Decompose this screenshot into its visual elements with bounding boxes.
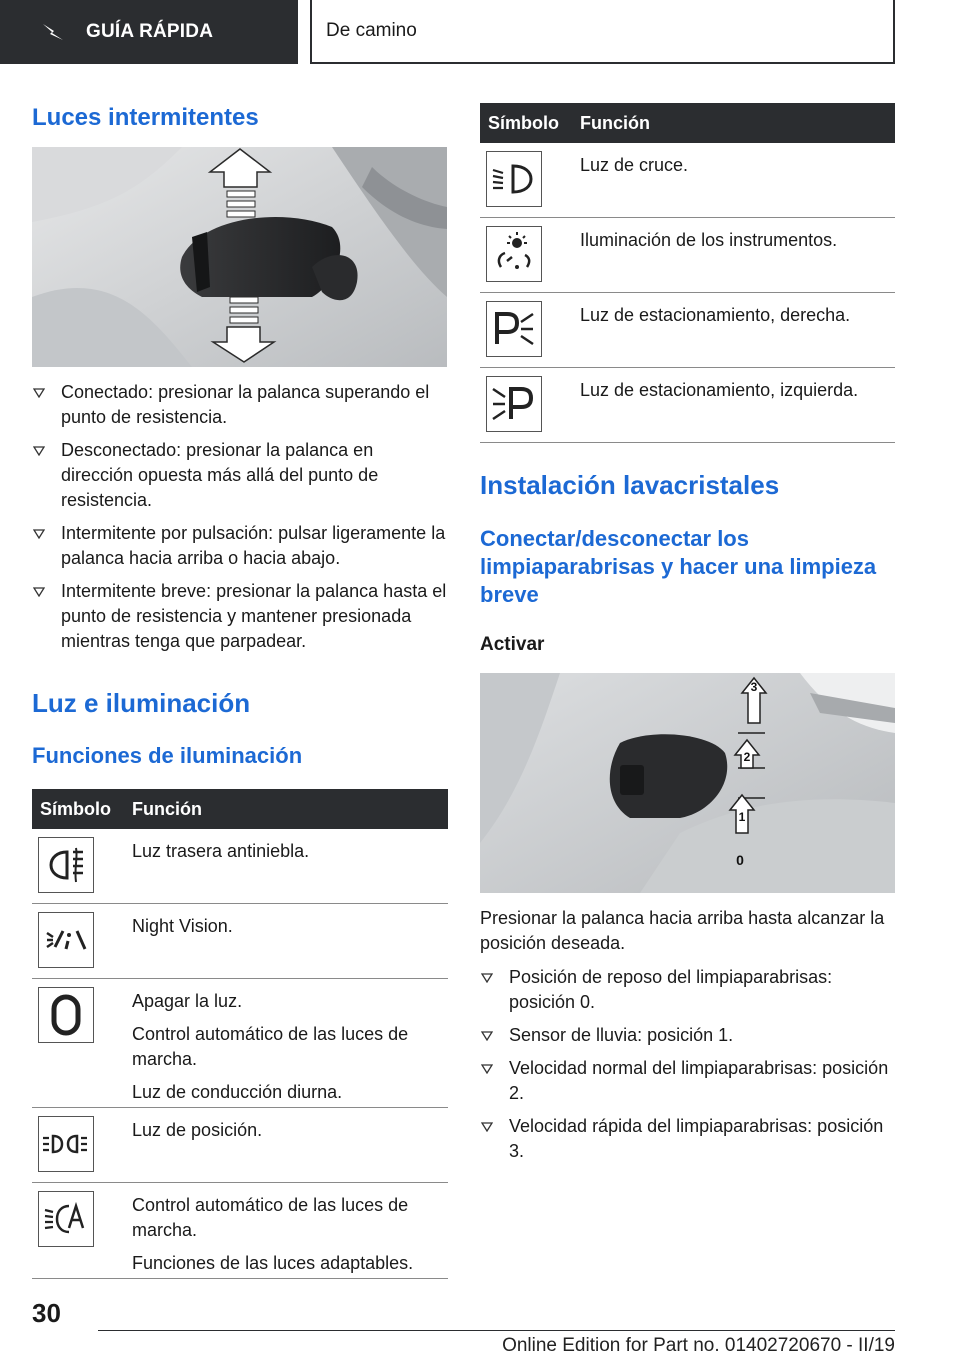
- bullet-triangle-icon: [33, 388, 45, 398]
- footer-divider: [98, 1330, 895, 1331]
- table-header: [32, 789, 448, 829]
- function-text: Luz trasera antiniebla.: [132, 841, 310, 861]
- function-text: Luz de cruce.: [580, 155, 689, 175]
- washer-heading: Instalación lavacristales: [480, 470, 780, 500]
- table-row: [480, 143, 895, 218]
- wiper-position-label-2: 2: [743, 750, 751, 764]
- page-number: 30: [32, 1298, 61, 1328]
- chapter-title: De camino: [326, 20, 417, 41]
- table-row: [480, 293, 895, 368]
- turn-signal-list: [32, 380, 448, 662]
- function-text: Iluminación de los instrumentos.: [580, 230, 838, 250]
- list-item: Velocidad normal del limpiaparabrisas: posición 2.: [480, 1056, 896, 1106]
- list-item: Intermitente por pulsación: pulsar ligeramente la palanca hacia arriba o hacia abajo.: [32, 521, 448, 571]
- low-beam-icon: [486, 151, 542, 207]
- function-text: Luz de estacionamiento, derecha.: [580, 305, 851, 325]
- table-header: [480, 103, 895, 143]
- function-column-header: Función: [132, 798, 202, 819]
- list-item: Sensor de lluvia: posición 1.: [480, 1023, 896, 1048]
- lights-subheading: Funciones de iluminación: [32, 743, 303, 768]
- wiper-lever-photo: [480, 673, 895, 893]
- bullet-triangle-icon: [33, 446, 45, 456]
- chapter-tab[interactable]: [310, 0, 895, 64]
- wiper-position-list: [480, 965, 896, 1172]
- symbol-column-header: Símbolo: [40, 798, 111, 819]
- table-row: [32, 829, 448, 904]
- section-tab[interactable]: [0, 0, 298, 64]
- parking-light-right-icon: [486, 301, 542, 357]
- bullet-triangle-icon: [481, 1064, 493, 1074]
- lighting-functions-table: [32, 789, 448, 1279]
- washer-intro: Presionar la palanca hacia arriba hasta alcanzar la posición deseada.: [480, 908, 885, 953]
- function-text: Apagar la luz. Control automático de las luces de marcha. Luz de conducción diurna.: [132, 991, 409, 1102]
- list-item: Velocidad rápida del limpiaparabrisas: posición 3.: [480, 1114, 896, 1164]
- turn-signal-lever-photo: [32, 147, 447, 367]
- bullet-triangle-icon: [481, 1122, 493, 1132]
- bullet-triangle-icon: [33, 587, 45, 597]
- list-item: Conectado: presionar la palanca superando el punto de resistencia.: [32, 380, 448, 430]
- list-item: Desconectado: presionar la palanca en dirección opuesta más allá del punto de resistencia.: [32, 438, 448, 513]
- table-row: [32, 979, 448, 1108]
- function-text: Control automático de las luces de marcha. Funciones de las luces adaptables.: [132, 1195, 414, 1273]
- list-item: Intermitente breve: presionar la palanca hasta el punto de resistencia y mantener presionada mientras tenga que parpadear.: [32, 579, 448, 654]
- instrument-lighting-icon: [486, 226, 542, 282]
- position-light-icon: [38, 1116, 94, 1172]
- table-row: [32, 1183, 448, 1279]
- function-text: Luz de estacionamiento, izquierda.: [580, 380, 859, 400]
- lightning-icon: [42, 22, 64, 42]
- parking-light-left-icon: [486, 376, 542, 432]
- table-row: [32, 1108, 448, 1183]
- wiper-position-label-1: 1: [738, 810, 746, 824]
- section-title: GUÍA RÁPIDA: [86, 21, 214, 42]
- activate-label: Activar: [480, 634, 545, 655]
- edition-note: Online Edition for Part no. 01402720670 - II/19: [502, 1335, 895, 1356]
- wiper-position-label-3: 3: [750, 680, 758, 694]
- wiper-position-label-0: 0: [736, 852, 744, 868]
- symbol-column-header: Símbolo: [488, 112, 559, 133]
- list-item: Posición de reposo del limpiaparabrisas: posición 0.: [480, 965, 896, 1015]
- zero-position-icon: [38, 987, 94, 1043]
- turn-signals-heading: Luces intermitentes: [32, 104, 259, 131]
- washer-subheading: Conectar/desconectar los limpiaparabrisas y hacer una limpieza breve: [480, 526, 877, 607]
- function-text: Luz de posición.: [132, 1120, 263, 1140]
- auto-headlight-icon: [38, 1191, 94, 1247]
- lighting-functions-table-continued: [480, 103, 895, 443]
- bullet-triangle-icon: [33, 529, 45, 539]
- function-column-header: Función: [580, 112, 650, 133]
- table-row: [480, 368, 895, 443]
- bullet-triangle-icon: [481, 973, 493, 983]
- rear-fog-light-icon: [38, 837, 94, 893]
- function-text: Night Vision.: [132, 916, 233, 936]
- lights-heading: Luz e iluminación: [32, 688, 251, 718]
- table-row: [480, 218, 895, 293]
- bullet-triangle-icon: [481, 1031, 493, 1041]
- night-vision-icon: [38, 912, 94, 968]
- table-row: [32, 904, 448, 979]
